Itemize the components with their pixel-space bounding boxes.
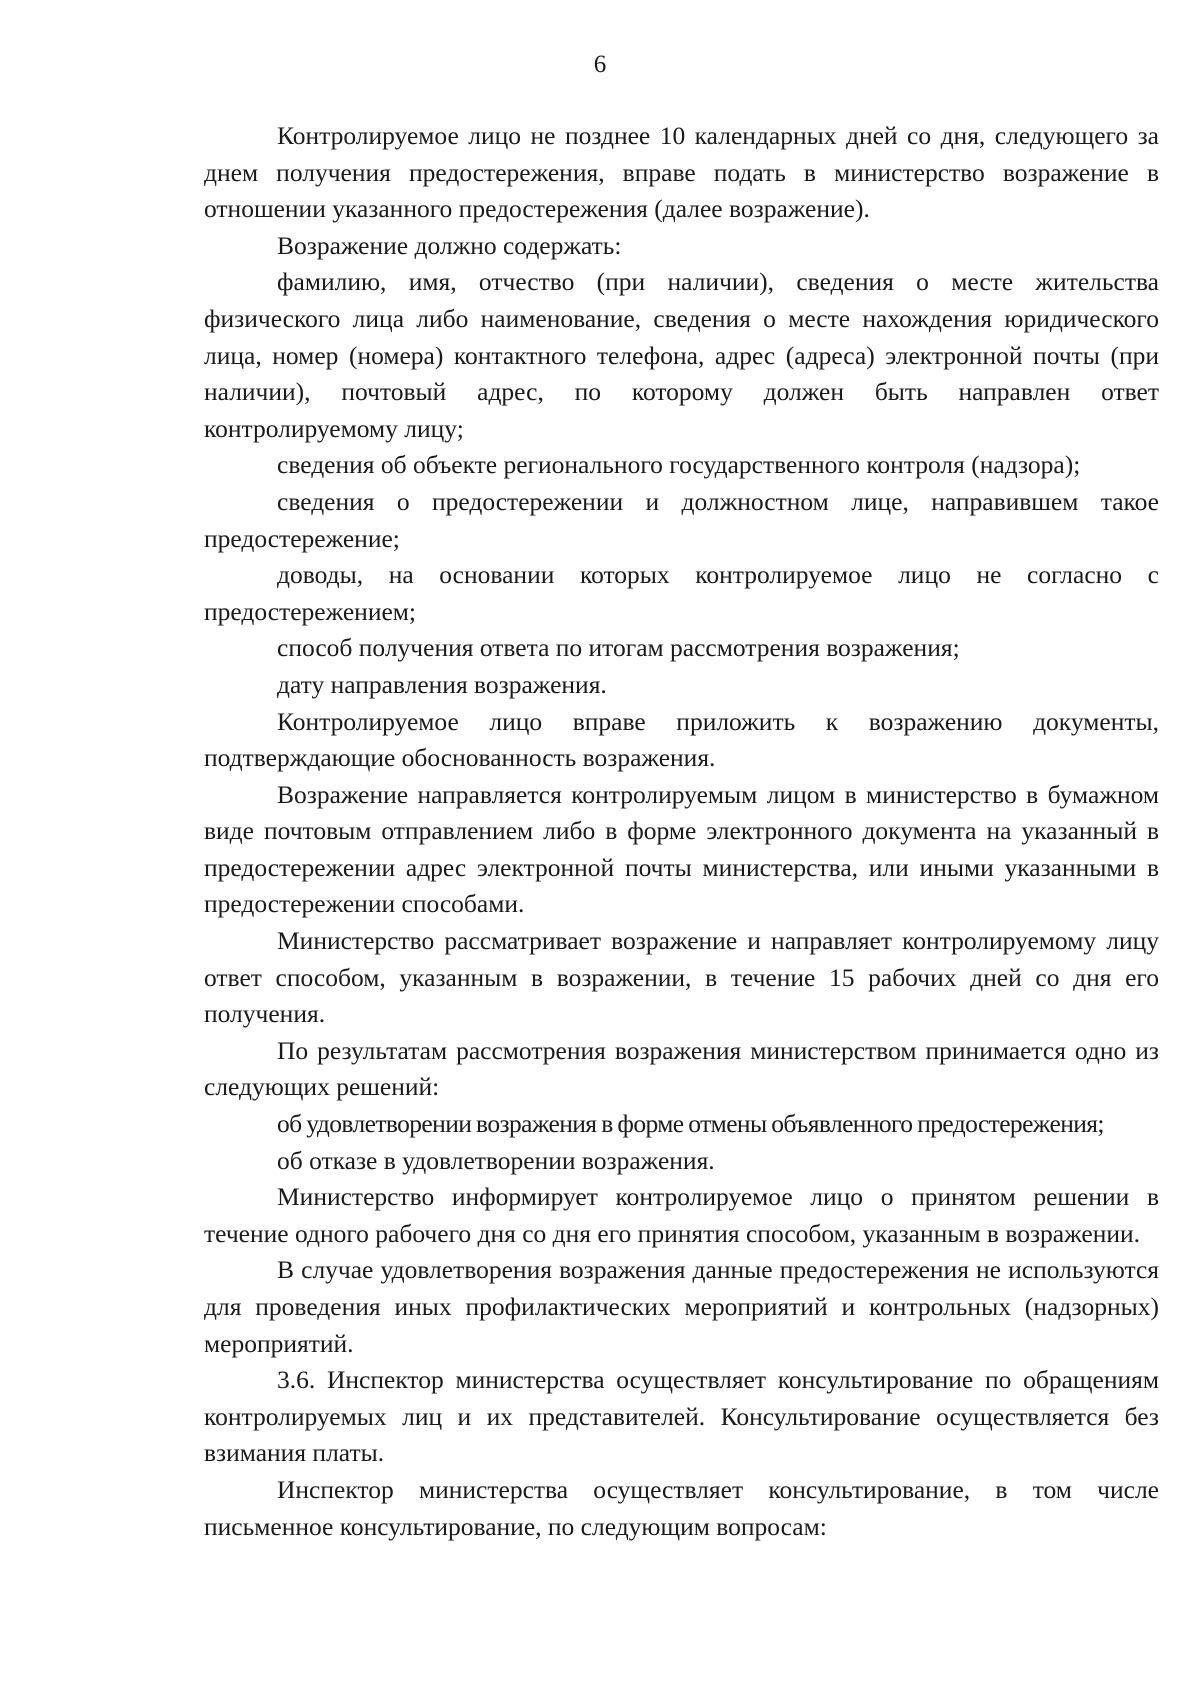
- paragraph-warning-details: сведения о предостережении и должностном лице, направившем такое предостережение;: [204, 486, 1159, 553]
- paragraph-submission-method: Возражение направляется контролируемым лицом в министерство в бумажном виде почтовым отправлением либо в форме электронного документа на указанный в предостережении адрес электронной почты министерства, или иными указанными в предостережении способами.: [204, 779, 1159, 919]
- paragraph-decision-refuse: об отказе в удовлетворении возражения.: [277, 1145, 715, 1175]
- paragraph-objection-deadline: Контролируемое лицо не позднее 10 календарных дней со дня, следующего за днем получения предостережения, вправе подать в министерство возражение в отношении указанного предостережения (далее возражение).: [204, 121, 1159, 224]
- paragraph-section-3-6: 3.6. Инспектор министерства осуществляет консультирование по обращениям контролируемых лиц и их представителей. Консультирование осуществляется без взимания платы.: [204, 1365, 1159, 1468]
- paragraph-satisfaction-effect: В случае удовлетворения возражения данные предостережения не используются для проведения иных профилактических мероприятий и контрольных (надзорных) мероприятий.: [204, 1255, 1159, 1358]
- paragraph-consultation-topics: Инспектор министерства осуществляет консультирование, в том числе письменное консультирование, по следующим вопросам:: [204, 1474, 1159, 1541]
- paragraph-attach-documents: Контролируемое лицо вправе приложить к возражению документы, подтверждающие обоснованность возражения.: [204, 706, 1159, 773]
- paragraph-decision-satisfy: об удовлетворении возражения в форме отмены объявленного предостережения;: [277, 1109, 1104, 1139]
- document-body: [204, 118, 1159, 1545]
- paragraph-decision-notification: Министерство информирует контролируемое лицо о принятом решении в течение одного рабочего дня со дня его принятия способом, указанным в возражении.: [204, 1182, 1159, 1248]
- paragraph-objection-date: дату направления возражения.: [277, 669, 607, 699]
- paragraph-response-method: способ получения ответа по итогам рассмотрения возражения;: [277, 633, 960, 663]
- paragraph-decision-intro: По результатам рассмотрения возражения министерством принимается одно из следующих решений:: [204, 1035, 1159, 1102]
- paragraph-arguments: доводы, на основании которых контролируемое лицо не согласно с предостережением;: [204, 560, 1159, 626]
- paragraph-review-term: Министерство рассматривает возражение и направляет контролируемому лицу ответ способом, указанным в возражении, в течение 15 рабочих дней со дня его получения.: [204, 926, 1159, 1029]
- paragraph-applicant-details: фамилию, имя, отчество (при наличии), сведения о месте жительства физического лица либо наименование, сведения о месте нахождения юридического лица, номер (номера) контактного телефона, адрес (адреса) электронной почты (при наличии), почтовый адрес, по которому должен быть направлен ответ контролируемому лицу;: [204, 267, 1159, 443]
- paragraph-control-object: сведения об объекте регионального государственного контроля (надзора);: [277, 450, 1081, 480]
- page-number: 6: [593, 51, 607, 78]
- paragraph-objection-contents-intro: Возражение должно содержать:: [277, 230, 622, 260]
